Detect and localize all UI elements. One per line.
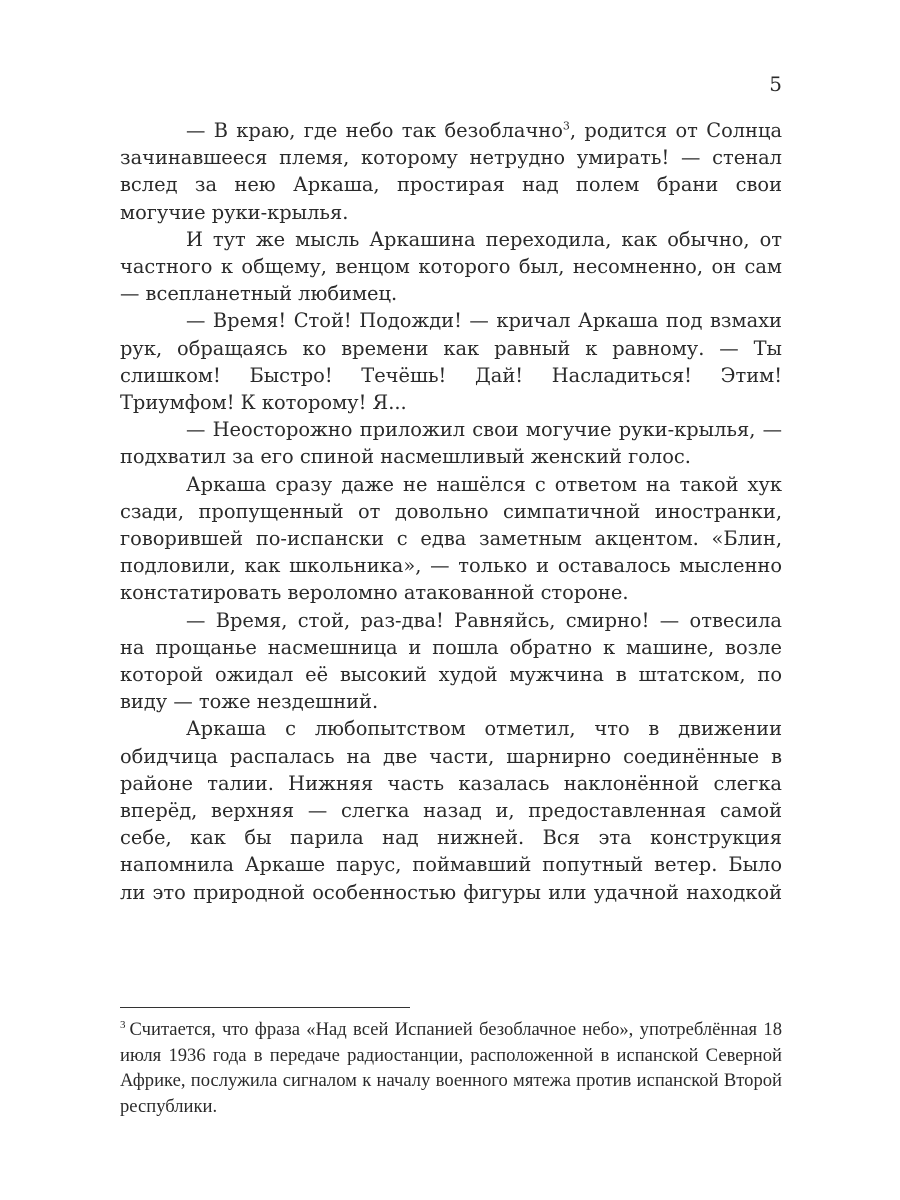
paragraph-5: Аркаша сразу даже не нашёлся с ответом на такой хук сзади, пропущенный от довольно симпатичной иностранки, говорившей по-испански с едва заметным акцентом. «Блин, подловили, как школьника», — только и оставалось мысленно констатировать вероломно атакованной стороне. bbox=[120, 472, 782, 605]
paragraph-2: И тут же мысль Аркашина переходила, как обычно, от частного к общему, венцом которого был, несомненно, он сам — всепланетный любимец. bbox=[120, 227, 782, 306]
paragraph-6: — Время, стой, раз-два! Равняйсь, смирно! — отвесила на прощанье насмешница и пошла обратно к машине, возле которой ожидал её высокий худой мужчина в штатском, по виду — тоже нездешний. bbox=[120, 608, 782, 714]
paragraph-text: , родится от Солнца зачинавшееся племя, которому нетрудно умирать! — стенал вслед за нею Аркаша, простирая над полем брани свои могучие руки-крылья. bbox=[120, 119, 783, 224]
paragraph-text: — В краю, где небо так безоблачно bbox=[186, 119, 563, 142]
page-number: 5 bbox=[769, 72, 782, 96]
footnote-text: Считается, что фраза «Над всей Испанией безоблачное небо», употреблённая 18 июля 1936 года в передаче радиостанции, расположенной в испанской Северной Африке, послужила сигналом к началу военного мятежа против испанской Второй республики. bbox=[120, 1019, 782, 1117]
footnote-reference: 3 bbox=[562, 119, 570, 133]
main-text bbox=[120, 117, 782, 906]
paragraph-3: — Время! Стой! Подожди! — кричал Аркаша под взмахи рук, обращаясь ко времени как равный к равному. — Ты слишком! Быстро! Течёшь! Дай! Насладиться! Этим! Триумфом! К которому! Я... bbox=[120, 309, 782, 415]
paragraph-1 bbox=[120, 117, 782, 226]
footnote-mark: 3 bbox=[120, 1018, 126, 1031]
footnote bbox=[120, 1017, 782, 1119]
paragraph-4: — Неосторожно приложил свои могучие руки-крылья, — подхватил за его спиной насмешливый женский голос. bbox=[120, 418, 782, 469]
paragraph-7: Аркаша с любопытством отметил, что в движении обидчица распалась на две части, шарнирно соединённые в районе талии. Нижняя часть казалась наклонённой слегка вперёд, верхняя — слегка назад и, предоставленная самой себе, как бы парила над нижней. Вся эта конструкция напомнила Аркаше парус, поймавший попутный ветер. Было ли это природной особенностью фигуры или удачной находкой bbox=[120, 717, 782, 904]
footnote-divider bbox=[120, 1007, 410, 1008]
